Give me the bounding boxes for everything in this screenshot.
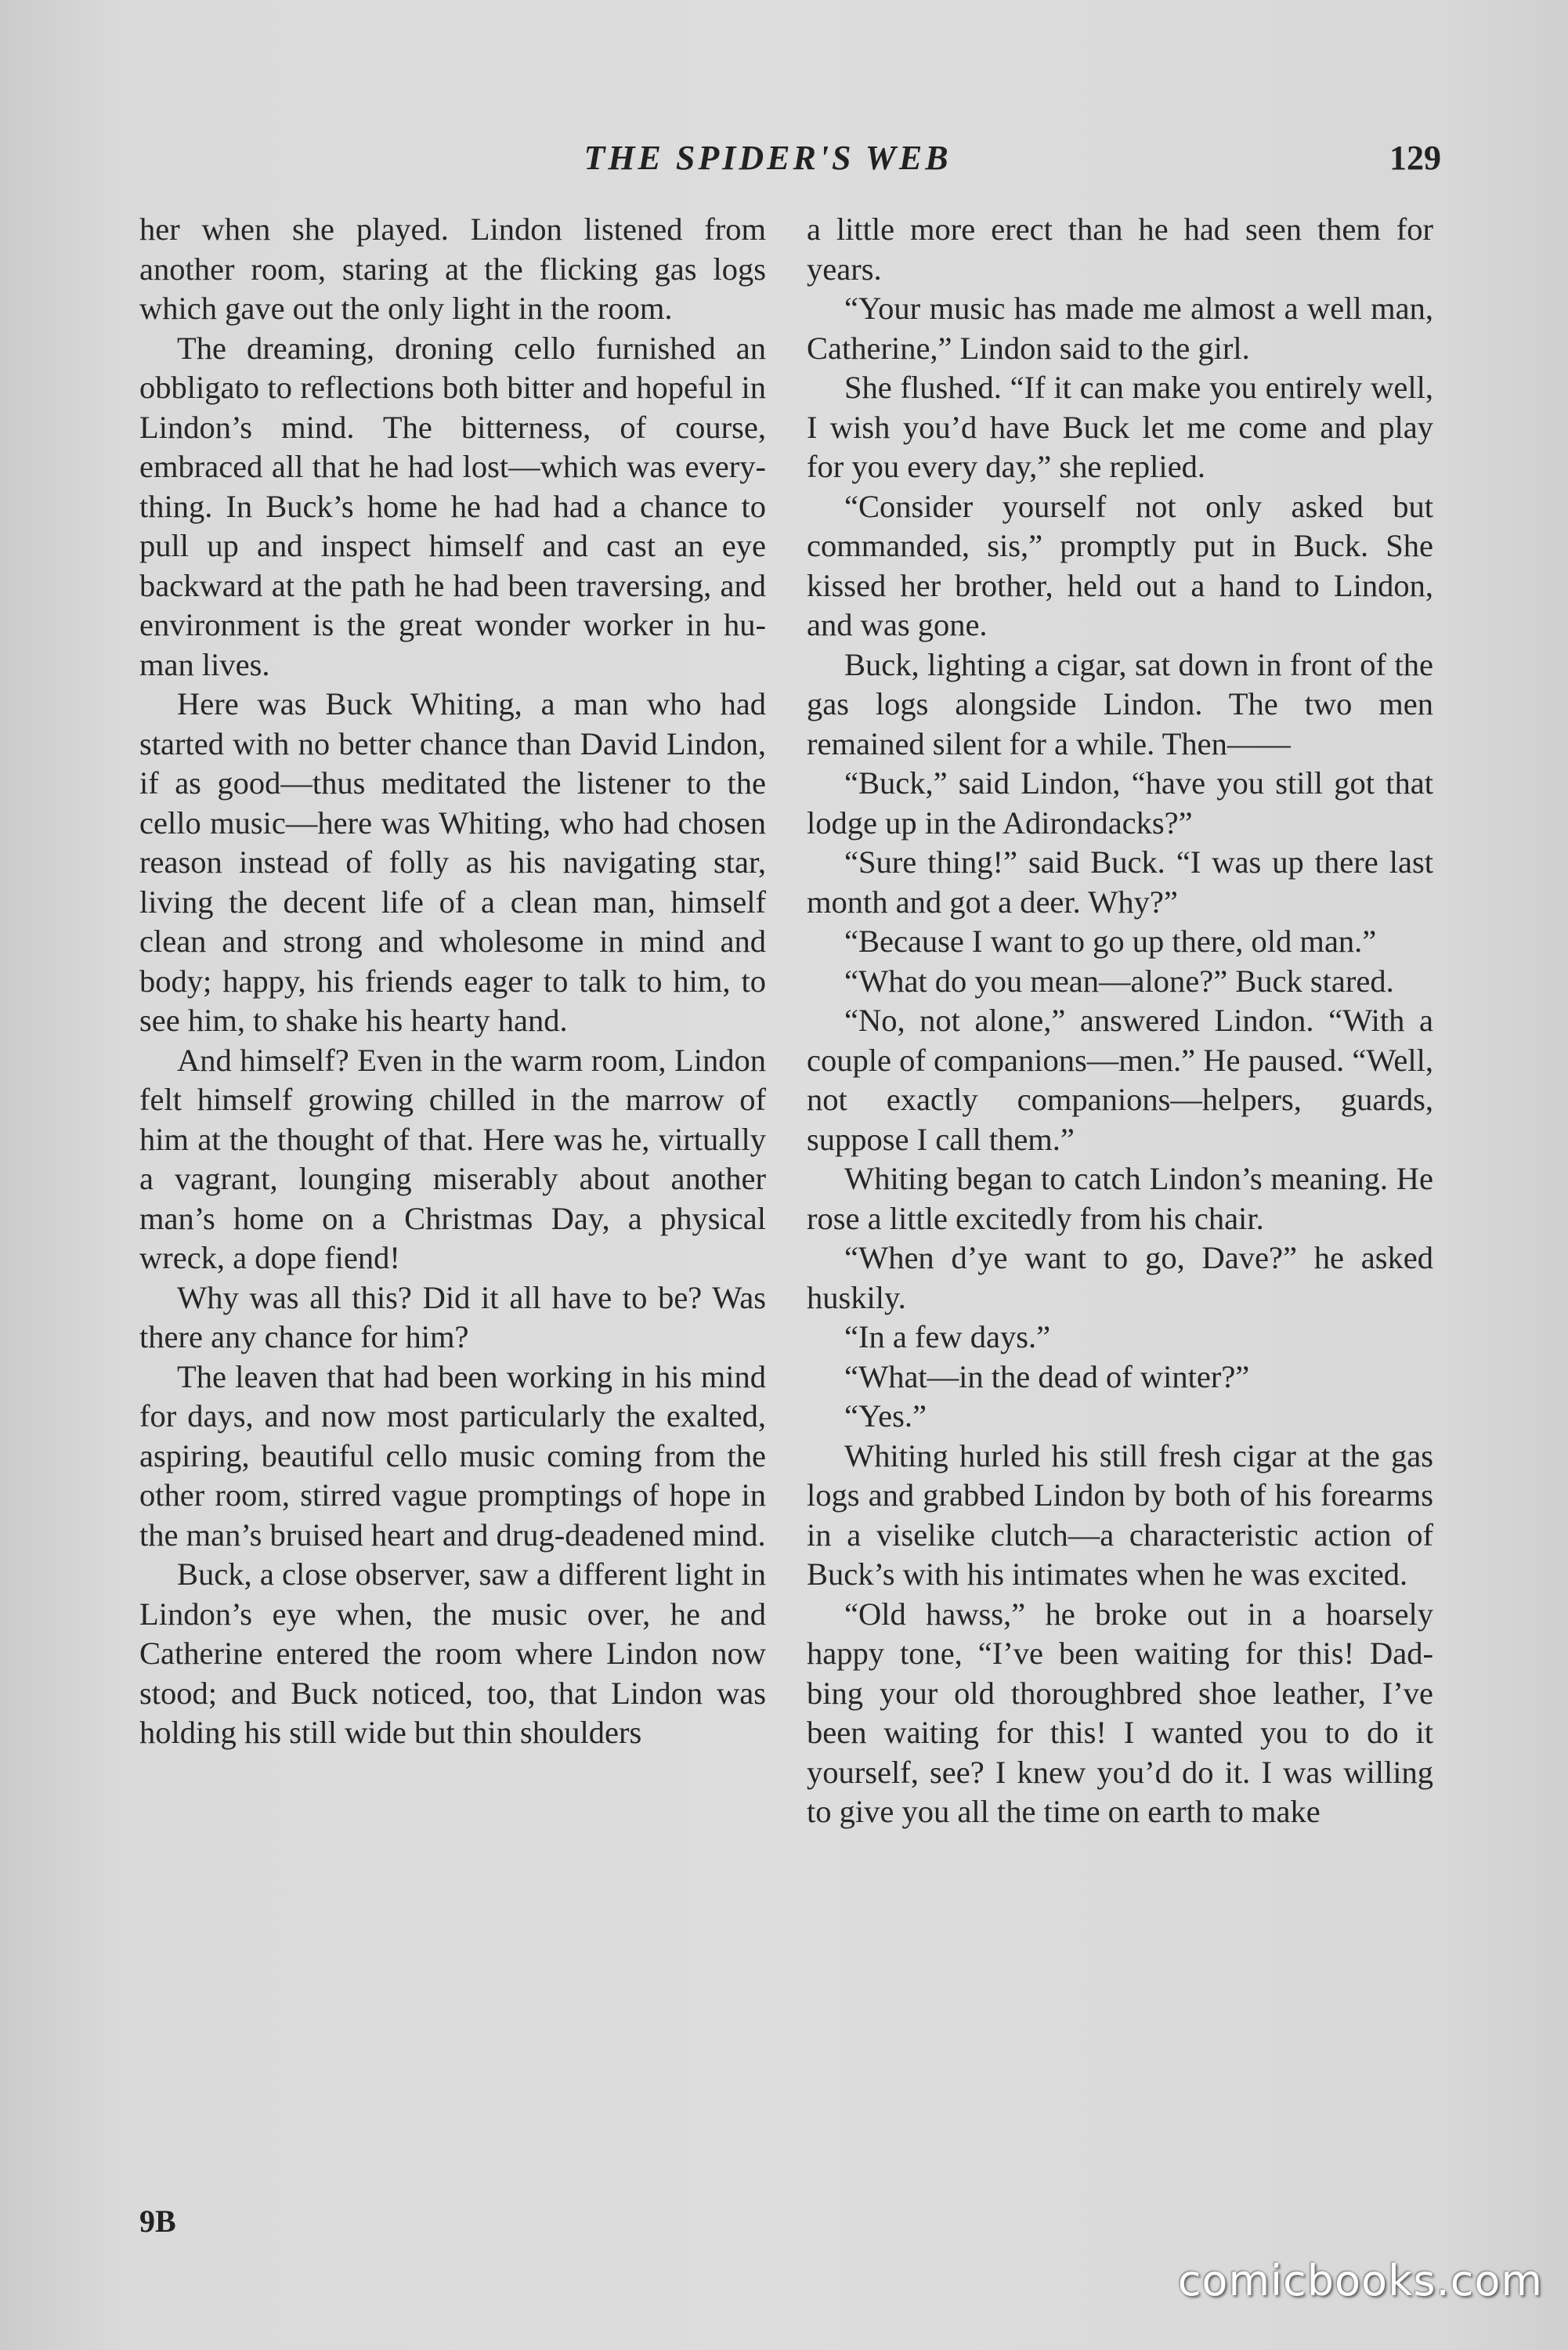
paragraph: Whiting began to catch Lindon’s meaning. He rose a little excitedly from his chair. [807, 1161, 1433, 1236]
paragraph: Buck, a close observer, saw a different light in Lindon’s eye when, the music over, he and Catherine entered the room where Lindon now stood; and Buck noticed, too, that Lindon was holding his still wide but thin shoulders [139, 1556, 766, 1750]
paragraph: “Consider yourself not only asked but commanded, sis,” promptly put in Buck. She kissed her brother, held out a hand to Lindon, and was gone. [807, 488, 1433, 642]
right-column [807, 210, 1433, 1832]
paragraph: “No, not alone,” answered Lindon. “With a couple of companions—men.” He paused. “Well, not exactly companions—helpers, guards, suppose I call them.” [807, 1003, 1433, 1157]
paragraph: “Sure thing!” said Buck. “I was up there last month and got a deer. Why?” [807, 844, 1433, 920]
paragraph: “When d’ye want to go, Dave?” he asked huskily. [807, 1240, 1433, 1315]
paragraph: “What—in the dead of winter?” [844, 1358, 1250, 1394]
paragraph: Here was Buck Whiting, a man who had started with no better chance than David Lindon, if as good—thus meditated the listener to the cello music—here was Whiting, who had chosen reason instead of folly as his navigating star, living the decent life of a clean man, himself clean and strong and wholesome in mind and body; happy, his friends eager to talk to him, to see him, to shake his hearty hand. [139, 686, 766, 1038]
paragraph: “In a few days.” [844, 1319, 1051, 1354]
paragraph: “Yes.” [844, 1398, 927, 1434]
paragraph: “Old hawss,” he broke out in a hoarsely happy tone, “I’ve been waiting for this! Dad-bing your old thoroughbred shoe leather, I’ve been waiting for this! I wanted you to do it yourself, see? I knew you’d do it. I was willing to give you all the time on earth to make [807, 1596, 1433, 1829]
paragraph: “Buck,” said Lindon, “have you still got that lodge up in the Adirondacks?” [807, 765, 1433, 841]
paragraph: Whiting hurled his still fresh cigar at the gas logs and grabbed Lindon by both of his forearms in a viselike clutch—a characteristic action of Buck’s with his intimates when he was excited. [807, 1437, 1433, 1592]
signature-mark: 9B [139, 2204, 176, 2239]
left-column [139, 210, 766, 1753]
paragraph: The dreaming, droning cello furnished an obbligato to reflections both bitter and hopeful in Lindon’s mind. The bitterness, of course, embraced all that he had lost—which was everything. In Buck’s home he had had a chance to pull up and inspect himself and cast an eye backward at the path he had been traversing, and environment is the great wonder worker in human lives. [139, 330, 766, 682]
paragraph: “Because I want to go up there, old man.” [844, 924, 1377, 959]
paragraph: “What do you mean—alone?” Buck stared. [844, 963, 1394, 999]
running-title: THE SPIDER'S WEB [583, 139, 952, 177]
paragraph: Why was all this? Did it all have to be? Was there any chance for him? [139, 1279, 766, 1354]
watermark: comicbooks.com [1177, 2256, 1543, 2305]
paragraph: a little more erect than he had seen them for years. [807, 212, 1433, 287]
paragraph: She flushed. “If it can make you entirely well, I wish you’d have Buck let me come and play for you every day,” she replied. [807, 370, 1433, 484]
paragraph: The leaven that had been working in his mind for days, and now most particularly the exalted, aspiring, beautiful cello music coming from the other room, stirred vague promptings of hope in the man’s bruised heart and drug-deadened mind. [139, 1358, 766, 1553]
paragraph: And himself? Even in the warm room, Lindon felt himself growing chilled in the marrow of him at the thought of that. Here was he, virtually a vagrant, lounging miserably about another man’s home on a Christmas Day, a physical wreck, a dope fiend! [139, 1042, 766, 1275]
paragraph: Buck, lighting a cigar, sat down in front of the gas logs alongside Lindon. The two men remained silent for a while. Then—— [807, 646, 1433, 761]
paragraph: her when she played. Lindon listened from another room, staring at the flicking gas logs which gave out the only light in the room. [139, 212, 766, 326]
paragraph: “Your music has made me almost a well man, Catherine,” Lindon said to the girl. [807, 291, 1433, 366]
page-number: 129 [1389, 139, 1441, 177]
